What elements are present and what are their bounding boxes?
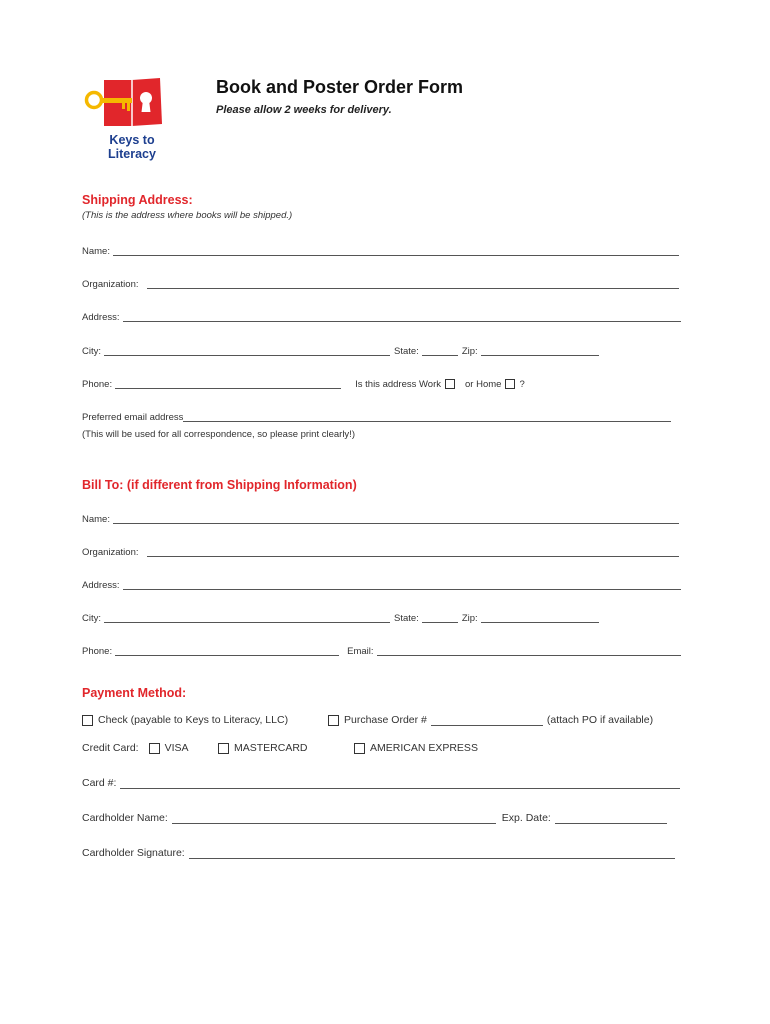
purchase-order-number-field[interactable] [431, 714, 543, 726]
card-number-field[interactable] [120, 777, 680, 789]
billing-phone-row [82, 645, 685, 657]
shipping-state-field[interactable] [422, 345, 458, 356]
shipping-email-field[interactable] [183, 411, 671, 422]
check-checkbox[interactable] [82, 715, 93, 726]
shipping-name-label: Name: [82, 246, 110, 257]
mastercard-label: MASTERCARD [234, 742, 308, 754]
shipping-email-label: Preferred email address [82, 412, 184, 423]
billing-city-row [82, 612, 603, 624]
shipping-zip-field[interactable] [481, 345, 599, 356]
billing-state-label: State: [394, 613, 419, 624]
shipping-state-label: State: [394, 346, 419, 357]
credit-card-label: Credit Card: [82, 742, 139, 754]
billing-name-field[interactable] [113, 513, 679, 524]
check-option-label: Check (payable to Keys to Literacy, LLC) [98, 714, 289, 726]
signature-label: Cardholder Signature: [82, 847, 185, 859]
shipping-organization-field[interactable] [147, 278, 679, 289]
billing-organization-field[interactable] [147, 546, 679, 557]
shipping-name-row [82, 245, 683, 257]
check-option[interactable] [82, 714, 288, 726]
shipping-organization-row [82, 278, 683, 290]
address-type-question: Is this address Work [355, 379, 442, 390]
exp-date-label: Exp. Date: [501, 812, 551, 824]
card-number-row [82, 777, 684, 789]
visa-label: VISA [164, 742, 189, 754]
billing-address-field[interactable] [123, 579, 681, 590]
shipping-organization-label: Organization: [82, 279, 139, 290]
shipping-address-row [82, 311, 685, 323]
billing-heading: Bill To: (if different from Shipping Information) [82, 478, 357, 492]
shipping-email-row [82, 411, 675, 423]
billing-email-field[interactable] [377, 645, 681, 656]
card-number-label: Card #: [82, 777, 117, 789]
billing-organization-label: Organization: [82, 547, 139, 558]
purchase-order-note: (attach PO if available) [546, 714, 654, 726]
payment-heading: Payment Method: [82, 686, 187, 700]
shipping-phone-field[interactable] [115, 378, 341, 389]
mastercard-option[interactable] [218, 742, 308, 754]
shipping-heading: Shipping Address: [82, 193, 193, 207]
purchase-order-checkbox[interactable] [328, 715, 339, 726]
signature-row [82, 847, 679, 859]
shipping-note: (This is the address where books will be shipped.) [82, 210, 293, 221]
purchase-order-option[interactable] [328, 714, 653, 726]
question-mark: ? [519, 379, 525, 390]
page-subtitle: Please allow 2 weeks for delivery. [216, 104, 392, 116]
billing-zip-label: Zip: [461, 613, 478, 624]
mastercard-checkbox[interactable] [218, 743, 229, 754]
home-option-label: or Home [465, 379, 502, 390]
amex-option[interactable] [354, 742, 478, 754]
billing-zip-field[interactable] [481, 612, 599, 623]
billing-state-field[interactable] [422, 612, 458, 623]
visa-checkbox[interactable] [149, 743, 160, 754]
shipping-address-label: Address: [82, 312, 120, 323]
cardholder-name-field[interactable] [172, 812, 496, 824]
purchase-order-label: Purchase Order # [344, 714, 427, 726]
shipping-city-field[interactable] [104, 345, 390, 356]
page-title: Book and Poster Order Form [216, 77, 464, 97]
shipping-name-field[interactable] [113, 245, 679, 256]
cardholder-name-row [82, 812, 671, 824]
signature-field[interactable] [189, 847, 675, 859]
billing-city-label: City: [82, 613, 101, 624]
billing-name-row [82, 513, 683, 525]
billing-address-row [82, 579, 685, 591]
logo-wordmark [100, 133, 164, 161]
shipping-city-row [82, 345, 603, 357]
billing-phone-field[interactable] [115, 645, 339, 656]
billing-address-label: Address: [82, 580, 120, 591]
amex-checkbox[interactable] [354, 743, 365, 754]
exp-date-field[interactable] [555, 812, 667, 824]
logo-line-2: Literacy [108, 147, 156, 161]
shipping-address-field[interactable] [123, 311, 681, 322]
billing-city-field[interactable] [104, 612, 390, 623]
cardholder-name-label: Cardholder Name: [82, 812, 168, 824]
billing-organization-row [82, 546, 683, 558]
shipping-zip-label: Zip: [461, 346, 478, 357]
home-checkbox[interactable] [505, 379, 515, 389]
amex-label: AMERICAN EXPRESS [370, 742, 478, 754]
billing-phone-label: Phone: [82, 646, 113, 657]
credit-card-row [82, 742, 189, 754]
shipping-city-label: City: [82, 346, 101, 357]
shipping-email-note: (This will be used for all correspondence, so please print clearly!) [82, 429, 355, 440]
keys-to-literacy-logo [84, 76, 166, 132]
billing-email-label: Email: [347, 646, 374, 657]
shipping-phone-label: Phone: [82, 379, 113, 390]
billing-name-label: Name: [82, 514, 110, 525]
logo-line-1: Keys to [109, 133, 155, 147]
shipping-phone-row [82, 378, 525, 390]
work-checkbox[interactable] [445, 379, 455, 389]
